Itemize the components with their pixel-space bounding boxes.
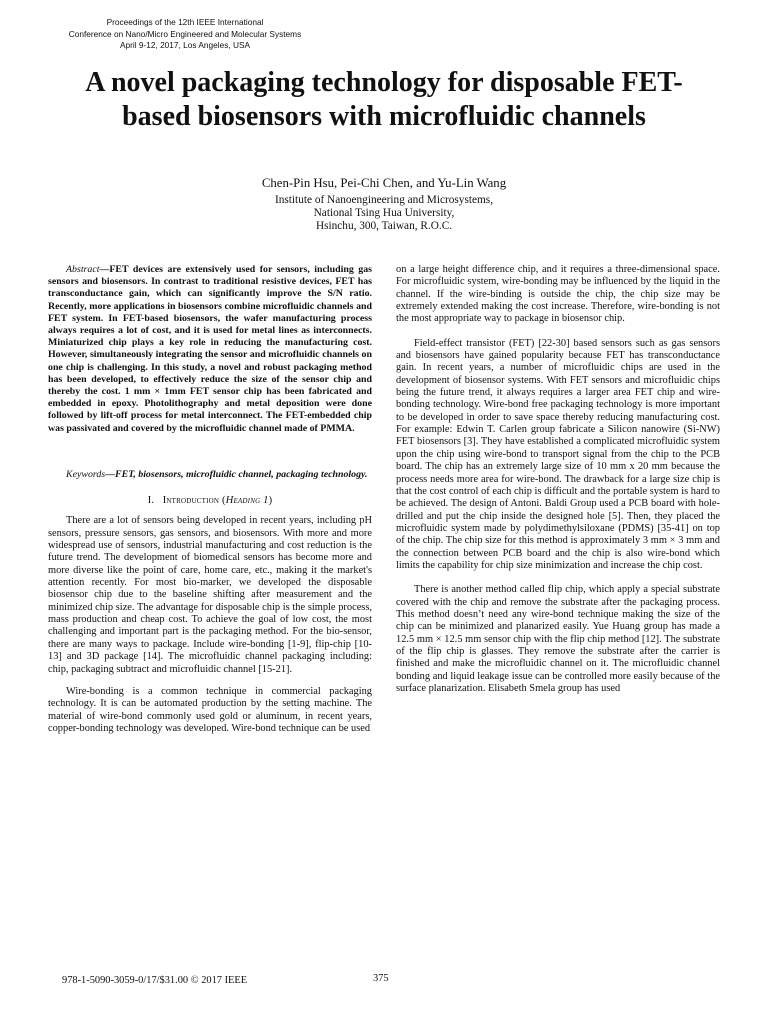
affiliation [0, 194, 768, 234]
section-title: Introduction [162, 495, 220, 507]
authors: Chen-Pin Hsu, Pei-Chi Chen, and Yu-Lin Wang [261, 176, 507, 190]
keywords-lead: Keywords [66, 468, 106, 480]
proceedings-header [50, 17, 320, 52]
body-paragraph: There is another method called flip chip, which apply a special substrate covered with the chip and remove the substrate after the packaging process. This method doesn’t need any wire-bond technique making the size of the chip can be minimized and planarized easily. Yue Huang group has made a 12.5 mm × 12.5 mm sensor chip with the flip chip method [12]. The substrate of the flip chip is glasses. They remove the substrate after the carrier is finished and make the microfluidic channel on it. The microfluidic channel bonding and liquid leakage issue can be controlled more easily because of the surface planarization. Elisabeth Smela group has used [396, 584, 720, 694]
abstract-text: —FET devices are extensively used for sensors, including gas sensors and biosensors. In contrast to traditional resistive devices, FET has transconductance gain, which can significantly improve the S/N ratio. Recently, more applications in biosensors combine microfluidic channels and FET system. In FET-based biosensors, the wafer manufacturing process always requires a lot of cost, and it is used for metal lines as interconnects. Miniaturized chip plays a key role in reducing the manufacturing cost. However, simultaneously integrating the sensor and microfluidic channels on one chip is challenging. In this study, a novel and robust packaging method has been developed, to effectively reduce the size of the sensor chip and thereby the cost. 1 mm × 1mm FET sensor chip has been fabricated and embedded in epoxy. Photolithography and metal deposition were done followed by lift-off process for metal interconnect. The FET-embedded chip was passivated and covered by the microfluidic channel made of PMMA. [48, 264, 372, 434]
body-paragraph: Wire-bonding is a common technique in commercial packaging technology. It is can be automated production by the setting machine. The material of wire-bond commonly used gold or aluminum, in recent years, copper-bonding technology was developed. Wire-bond technique can be used [48, 685, 372, 734]
section-number: I. [147, 495, 155, 507]
section-heading-introduction: I. Introduction (Heading 1) [147, 495, 273, 507]
proceedings-line: Conference on Nano/Micro Engineered and Molecular Systems [68, 28, 302, 39]
title-line: based biosensors with microfluidic channels [122, 101, 646, 132]
body-paragraph: There are a lot of sensors being developed in recent years, including pH sensors, pressure sensors, gas sensors, and biosensors. With more and more widespread use of sensors, industrial manufacturing and cost reduction is the future trend. The development of biomedical sensors has become more and more diverse like the point of care, home care, etc., making it the market's attention recently. For most bio-marker, we developed the disposable biosensor chip due to the baseline shifting after measurement and the minimized chip size. The advantage for disposable chip is the simple process, mass production and cheap cost. To achieve the goal of low cost, the most challenging and important part is the packaging method. For the bio-sensor, there are many ways to package. Include wire-bonding [1-9], flip-chip [10-13] and 3D package [14]. The microfluidic channel packaging including: chip, packaging subtract and microfluidic channel [15-21]. [48, 515, 372, 675]
page-number: 375 [373, 973, 389, 984]
body-paragraph: Field-effect transistor (FET) [22-30] based sensors such as gas sensors and biosensors have gained popularity because FET has transconductance gain. In recent years, a number of microfluidic chips are used in the development of biosensor systems. With FET sensors and microfluidic chips being the future trend, it always requires a larger area FET chip and wire-bonding technology. Wire-bond free packaging technology is more important to be developed in order to save space thereby reducing manufacturing cost. For example: Edwin T. Carlen group fabricate a Silicon nanowire (Si-NW) FET biosensors [3]. They have established a complicated microfluidic system upon the chip using wire-bond to transport signal from the chip to the PCB board. The chip has an extremely large size of 10 mm x 20 mm because the process needs more area for wire-bond. The drawback for a large size chip is that the cost control of each chip is difficult and the portable system is hard to be achieved. The design of Antoni. Baldi Group used a PCB board with hole-drilled and put the chip inside the designed hole [5]. Then, they placed the microfluidic system made by polydimethylsiloxane (PDMS) [35-41] on top of the chip. The chip size for this method is approximately 3 mm × 3 mm and the connection between PCB board and the chip is also wire-bond which limits the capability for chip size minimization and increase the chip cost. [396, 337, 720, 571]
title-line: A novel packaging technology for disposable FET- [85, 67, 683, 98]
affiliation-line: National Tsing Hua University, [313, 207, 455, 220]
affiliation-line: Institute of Nanoengineering and Microsystems, [274, 194, 494, 206]
abstract [48, 264, 372, 435]
proceedings-line: Proceedings of the 12th IEEE International [106, 17, 264, 27]
abstract-lead: Abstract [66, 264, 100, 275]
section-note: Heading 1 [225, 495, 269, 507]
paper-title [30, 66, 738, 134]
keywords-text: —FET, biosensors, microfluidic channel, packaging technology. [105, 468, 368, 480]
right-column [396, 264, 720, 695]
left-column [48, 264, 372, 735]
affiliation-line: Hsinchu, 300, Taiwan, R.O.C. [315, 220, 453, 233]
keywords [48, 469, 372, 481]
body-paragraph: on a large height difference chip, and it requires a three-dimensional space. For microfluidic system, wire-bonding may be influenced by the liquid in the channel. If the wire-binding is outside the chip, the chip size may be extremely extended making the cost increase. Therefore, wire-bonding is not the most appropriate way to package in biosensor chip. [396, 264, 720, 325]
proceedings-line: April 9-12, 2017, Los Angeles, USA [119, 40, 251, 50]
copyright-line: 978-1-5090-3059-0/17/$31.00 © 2017 IEEE [62, 975, 248, 986]
